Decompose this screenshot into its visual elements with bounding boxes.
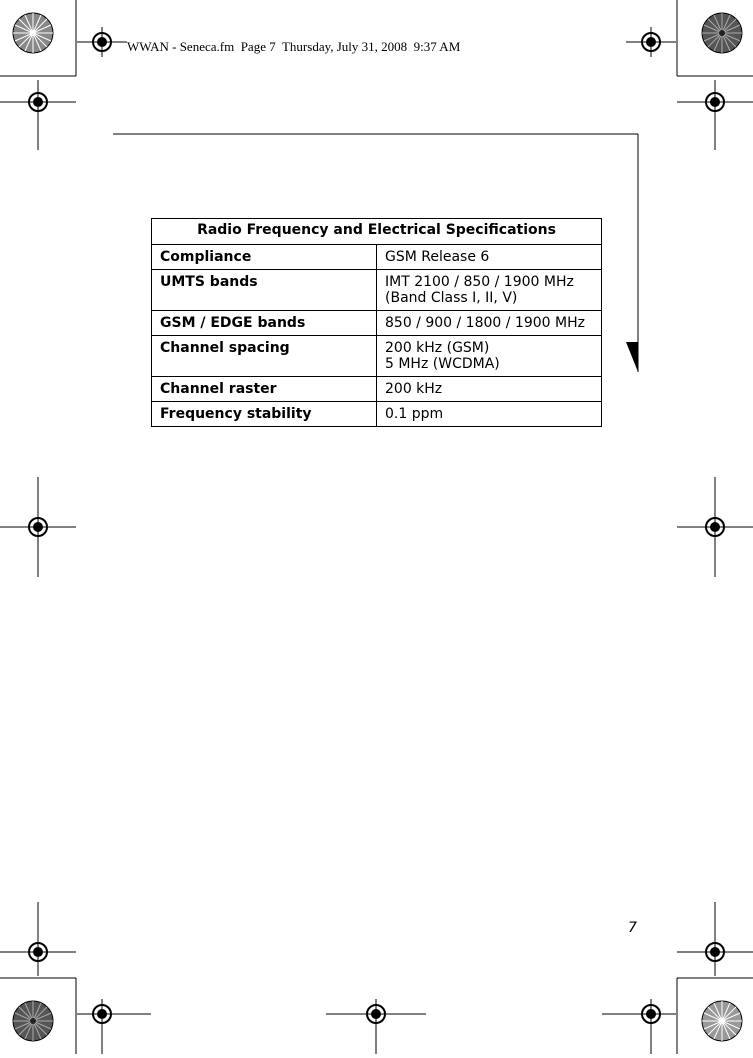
color-wheel-icon bbox=[700, 11, 744, 59]
row-value: 850 / 900 / 1800 / 1900 MHz bbox=[377, 311, 602, 336]
row-value: GSM Release 6 bbox=[377, 245, 602, 270]
table-title: Radio Frequency and Electrical Specifications bbox=[152, 219, 602, 245]
file-slug-header: WWAN - Seneca.fm Page 7 Thursday, July 31, 2008 9:37 AM bbox=[127, 39, 461, 54]
registration-mark-icon bbox=[626, 27, 676, 61]
page-number: 7 bbox=[628, 920, 637, 936]
color-wheel-icon bbox=[700, 999, 744, 1047]
registration-mark-icon bbox=[77, 27, 127, 61]
row-label: Compliance bbox=[152, 245, 377, 270]
row-value: 0.1 ppm bbox=[377, 402, 602, 427]
table-header-row bbox=[152, 219, 602, 245]
row-label: Channel raster bbox=[152, 377, 377, 402]
table-row bbox=[152, 245, 602, 270]
row-label: Channel spacing bbox=[152, 336, 377, 377]
specs-table bbox=[151, 218, 602, 427]
color-wheel-icon bbox=[11, 999, 55, 1047]
table-row bbox=[152, 311, 602, 336]
registration-mark-icon bbox=[602, 999, 676, 1058]
row-label: UMTS bands bbox=[152, 270, 377, 311]
table-row bbox=[152, 377, 602, 402]
table-row bbox=[152, 270, 602, 311]
row-value: 200 kHz bbox=[377, 377, 602, 402]
registration-mark-icon bbox=[0, 477, 76, 581]
registration-mark-icon bbox=[77, 999, 151, 1058]
registration-mark-icon bbox=[677, 902, 753, 980]
row-label: Frequency stability bbox=[152, 402, 377, 427]
table-row bbox=[152, 402, 602, 427]
row-value: IMT 2100 / 850 / 1900 MHz (Band Class I, II, V) bbox=[377, 270, 602, 311]
row-value: 200 kHz (GSM) 5 MHz (WCDMA) bbox=[377, 336, 602, 377]
registration-mark-icon bbox=[677, 80, 753, 154]
registration-mark-icon bbox=[677, 477, 753, 581]
registration-mark-icon bbox=[0, 902, 76, 980]
row-label: GSM / EDGE bands bbox=[152, 311, 377, 336]
registration-mark-icon bbox=[0, 80, 76, 154]
table-row bbox=[152, 336, 602, 377]
registration-mark-icon bbox=[326, 999, 426, 1058]
color-wheel-icon bbox=[11, 11, 55, 59]
